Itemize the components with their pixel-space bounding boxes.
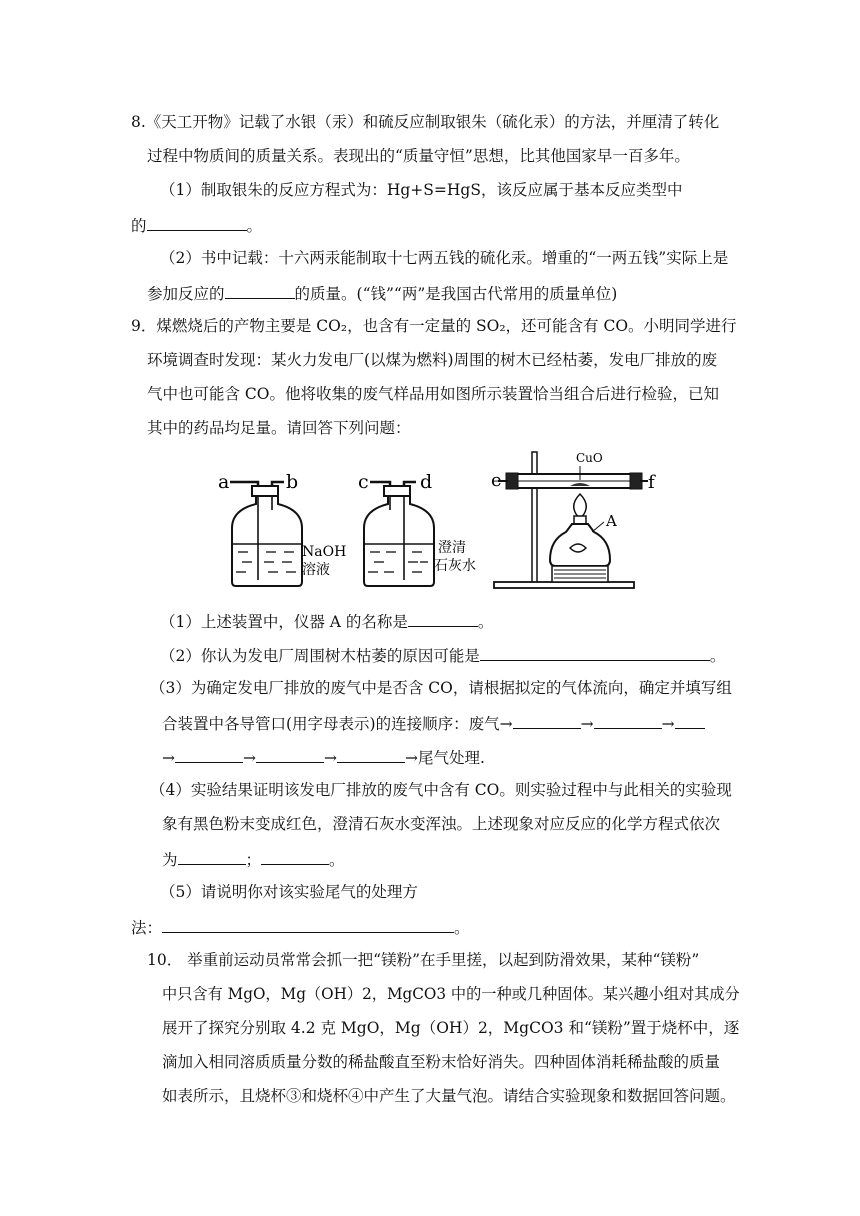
- q9-sub1-end: 。: [477, 613, 494, 631]
- port-b-label: b: [286, 471, 299, 493]
- cuo-label: CuO: [576, 451, 603, 465]
- q8-part1-prefix: 的: [131, 217, 147, 235]
- q9-sub5-end: 。: [454, 919, 470, 937]
- q10-line-1: 10． 举重前运动员常常会抓一把“镁粉”在手里搓，以起到防滑效果，某种“镁粉”: [147, 951, 700, 969]
- q9-sub4-sep: ；: [245, 851, 262, 869]
- q9-sub2-blank[interactable]: [480, 644, 710, 661]
- wash-bottle-naoh: [218, 471, 346, 586]
- q8-part1-blank[interactable]: [147, 214, 247, 231]
- combustion-tube-apparatus: [491, 451, 656, 588]
- q8-part1-line: （1）制取银朱的反应方程式为：Hg+S=HgS，该反应属于基本反应类型中: [160, 181, 683, 199]
- q9-sub5-blank[interactable]: [162, 916, 454, 933]
- q9-sub5-prefix: 法：: [131, 919, 163, 937]
- apparatus-diagram: [208, 444, 678, 596]
- q9-sub3-blank-5[interactable]: [256, 746, 324, 763]
- q9-sub5-line-2: [131, 916, 470, 938]
- q9-sub3-blank-3[interactable]: [675, 712, 705, 729]
- q10-line-2: 中只含有 MgO，Mg（OH）2，MgCO3 中的一种或几种固体。某兴趣小组对其成分: [162, 985, 740, 1003]
- q8-part1-answer-line: [131, 214, 262, 236]
- q9-sub3-line-1: （3）为确定发电厂排放的废气中是否含 CO，请根据拟定的气体流向，确定并填写组: [150, 679, 732, 697]
- port-f-label: f: [648, 472, 655, 493]
- q9-sub4-end: 。: [329, 851, 345, 869]
- q9-sub3-prefix: 合装置中各导管口(用字母表示)的连接顺序：废气→: [162, 715, 513, 733]
- q9-sub3-end: →尾气处理.: [405, 749, 485, 767]
- q9-sub3-line-3: [162, 746, 485, 768]
- q9-sub3-arrow-4: →: [243, 749, 256, 767]
- q9-sub1: [160, 610, 493, 632]
- q9-sub4-blank-1[interactable]: [178, 848, 246, 865]
- q9-line-1: 9．煤燃烧后的产物主要是 CO₂，也含有一定量的 SO₂，还可能含有 CO。小明同学进行: [131, 317, 737, 335]
- q9-sub3-blank-1[interactable]: [513, 712, 581, 729]
- limewater-label-1: 澄清: [438, 540, 466, 556]
- q8-part2-blank[interactable]: [225, 282, 295, 299]
- q8-line-2: 过程中物质间的质量关系。表现出的“质量守恒”思想，比其他国家早一百多年。: [147, 147, 690, 165]
- q9-sub2-text: （2）你认为发电厂周围树木枯萎的原因可能是: [160, 647, 480, 665]
- q9-sub4-line-2: 象有黑色粉末变成红色，澄清石灰水变浑浊。上述现象对应反应的化学方程式依次: [162, 815, 721, 833]
- port-d-label: d: [420, 471, 433, 493]
- q9-line-3: 气中也可能含 CO。他将收集的废气样品用如图所示装置恰当组合后进行检验，已知: [147, 385, 719, 403]
- q9-sub3-line-2: [162, 712, 705, 734]
- q9-sub3-arrow-5: →: [324, 749, 337, 767]
- q8-part2-prefix: 参加反应的: [147, 285, 225, 303]
- q9-sub1-blank[interactable]: [408, 610, 478, 627]
- wash-bottle-limewater: [358, 471, 476, 586]
- q9-line-2: 环境调查时发现：某火力发电厂(以煤为燃料)周围的树木已经枯萎，发电厂排放的废: [147, 351, 718, 369]
- q8-part2-answer-line: [147, 282, 617, 304]
- q8-part2-suffix: 的质量。(“钱”“两”是我国古代常用的质量单位): [294, 285, 618, 303]
- q9-sub5-line-1: （5）请说明你对该实验尾气的处理方: [160, 883, 418, 901]
- naoh-label: NaOH: [302, 544, 347, 560]
- port-e-label: e: [491, 470, 502, 491]
- q10-line-3: 展开了探究分别取 4.2 克 MgO，Mg（OH）2，MgCO3 和“镁粉”置于烧杯中，逐: [162, 1019, 740, 1037]
- q10-line-4: 滴加入相同溶质质量分数的稀盐酸直至粉末恰好消失。四种固体消耗稀盐酸的质量: [162, 1053, 721, 1071]
- q9-sub4-blank-2[interactable]: [261, 848, 329, 865]
- q9-line-4: 其中的药品均足量。请回答下列问题：: [147, 419, 411, 437]
- q8-part1-end: 。: [246, 217, 263, 235]
- q9-sub4-prefix: 为: [162, 851, 178, 869]
- q9-sub4-line-3: [162, 848, 345, 870]
- limewater-label-2: 石灰水: [434, 558, 476, 574]
- q8-part2-line: （2）书中记载：十六两汞能制取十七两五钱的硫化汞。增重的“一两五钱”实际上是: [160, 249, 729, 267]
- q9-sub3-blank-2[interactable]: [594, 712, 662, 729]
- q10-line-5: 如表所示，且烧杯③和烧杯④中产生了大量气泡。请结合实验现象和数据回答问题。: [162, 1087, 736, 1105]
- burner-label-a: A: [606, 512, 617, 530]
- q9-sub3-arrow-1: →: [580, 715, 594, 733]
- q9-sub3-arrow-2: →: [661, 715, 675, 733]
- q9-sub3-blank-6[interactable]: [337, 746, 405, 763]
- q9-sub2: [160, 644, 725, 666]
- q8-line-1: 8.《天工开物》记载了水银（汞）和硫反应制取银朱（硫化汞）的方法，并厘清了转化: [131, 113, 720, 131]
- q9-sub2-end: 。: [709, 647, 726, 665]
- q9-sub4-line-1: （4）实验结果证明该发电厂排放的废气中含有 CO。则实验过程中与此相关的实验现: [150, 781, 732, 799]
- naoh-solution-label: 溶液: [302, 562, 330, 578]
- q9-sub1-text: （1）上述装置中，仪器 A 的名称是: [160, 613, 408, 631]
- q9-sub3-arrow-3: →: [162, 749, 175, 767]
- q9-sub3-blank-4[interactable]: [175, 746, 243, 763]
- apparatus-figure: [208, 444, 678, 596]
- port-c-label: c: [358, 471, 369, 493]
- port-a-label: a: [218, 471, 230, 493]
